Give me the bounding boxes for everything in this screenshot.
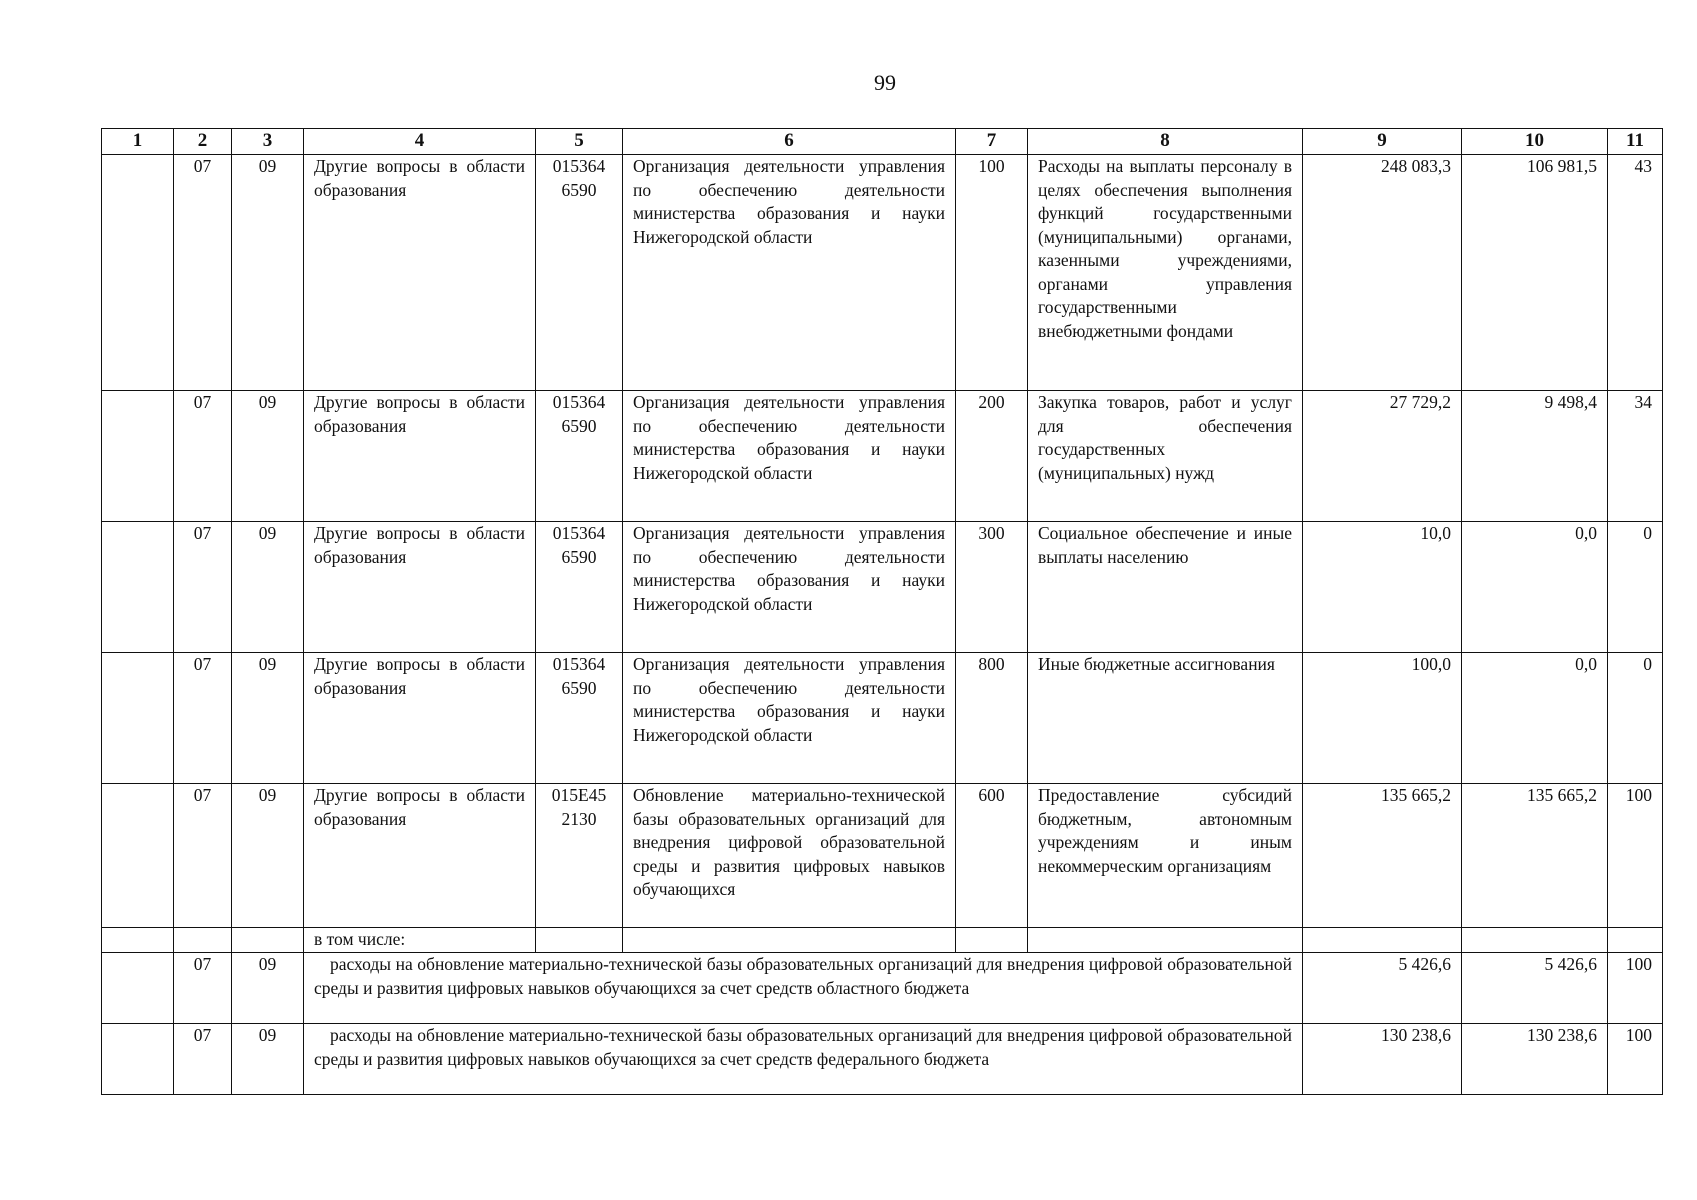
cell-podrazdel: 09 [232, 784, 304, 928]
cell-fact: 130 238,6 [1462, 1024, 1608, 1095]
cell-plan: 130 238,6 [1303, 1024, 1462, 1095]
cell-podrazdel: 09 [232, 1024, 304, 1095]
empty-cell [102, 928, 174, 953]
cell-podrazdel: 09 [232, 391, 304, 522]
empty-cell [536, 928, 623, 953]
cell-percent: 43 [1608, 155, 1663, 391]
page-number: 99 [874, 70, 896, 95]
cell-podrazdel: 09 [232, 522, 304, 653]
header-cell: 9 [1303, 129, 1462, 155]
cell-col1 [102, 653, 174, 784]
header-cell: 5 [536, 129, 623, 155]
cell-name: Другие вопросы в области образования [304, 653, 536, 784]
cell-percent: 34 [1608, 391, 1663, 522]
cell-fact: 106 981,5 [1462, 155, 1608, 391]
cell-vr-name: Социальное обеспечение и иные выплаты населению [1028, 522, 1303, 653]
subtotal-label: в том числе: [304, 928, 536, 953]
cell-razdel: 07 [174, 953, 232, 1024]
header-cell: 8 [1028, 129, 1303, 155]
table-row [102, 784, 1663, 928]
cell-purpose: Организация деятельности управления по обеспечению деятельности министерства образования и науки Нижегородской области [623, 522, 956, 653]
cell-plan: 5 426,6 [1303, 953, 1462, 1024]
empty-cell [174, 928, 232, 953]
cell-percent: 100 [1608, 953, 1663, 1024]
cell-col1 [102, 1024, 174, 1095]
cell-fact: 0,0 [1462, 522, 1608, 653]
empty-cell [1608, 928, 1663, 953]
cell-expense-description: расходы на обновление материально-технической базы образовательных организаций для внедрения цифровой образовательной среды и развития цифровых навыков обучающихся за счет средств федерального бюджета [304, 1024, 1303, 1095]
cell-fact: 135 665,2 [1462, 784, 1608, 928]
cell-razdel: 07 [174, 155, 232, 391]
cell-vr-name: Иные бюджетные ассигнования [1028, 653, 1303, 784]
header-cell: 4 [304, 129, 536, 155]
cell-razdel: 07 [174, 784, 232, 928]
cell-expense-description: расходы на обновление материально-технической базы образовательных организаций для внедрения цифровой образовательной среды и развития цифровых навыков обучающихся за счет средств областного бюджета [304, 953, 1303, 1024]
cell-col1 [102, 155, 174, 391]
cell-percent: 100 [1608, 1024, 1663, 1095]
cell-percent: 100 [1608, 784, 1663, 928]
header-cell: 6 [623, 129, 956, 155]
cell-plan: 100,0 [1303, 653, 1462, 784]
cell-plan: 27 729,2 [1303, 391, 1462, 522]
budget-table [101, 128, 1663, 1095]
cell-vr-name: Расходы на выплаты персоналу в целях обеспечения выполнения функций государственными (муниципальными) органами, казенными учреждениями, органами управления государственными внебюджетными фондами [1028, 155, 1303, 391]
cell-col1 [102, 391, 174, 522]
header-row [102, 129, 1663, 155]
cell-vr-name: Предоставление субсидий бюджетным, автономным учреждениям и иным некоммерческим организациям [1028, 784, 1303, 928]
table-row [102, 155, 1663, 391]
cell-vr-name: Закупка товаров, работ и услуг для обеспечения государственных (муниципальных) нужд [1028, 391, 1303, 522]
cell-plan: 135 665,2 [1303, 784, 1462, 928]
cell-csr: 015364 6590 [536, 155, 623, 391]
cell-vr: 300 [956, 522, 1028, 653]
cell-vr: 100 [956, 155, 1028, 391]
cell-col1 [102, 953, 174, 1024]
empty-cell [956, 928, 1028, 953]
cell-plan: 10,0 [1303, 522, 1462, 653]
cell-fact: 9 498,4 [1462, 391, 1608, 522]
cell-razdel: 07 [174, 1024, 232, 1095]
cell-razdel: 07 [174, 653, 232, 784]
cell-vr: 800 [956, 653, 1028, 784]
cell-col1 [102, 522, 174, 653]
cell-name: Другие вопросы в области образования [304, 522, 536, 653]
cell-csr: 015364 6590 [536, 391, 623, 522]
cell-purpose: Организация деятельности управления по обеспечению деятельности министерства образования и науки Нижегородской области [623, 155, 956, 391]
cell-vr: 600 [956, 784, 1028, 928]
table-row [102, 653, 1663, 784]
empty-cell [1462, 928, 1608, 953]
cell-plan: 248 083,3 [1303, 155, 1462, 391]
empty-cell [623, 928, 956, 953]
cell-percent: 0 [1608, 522, 1663, 653]
table-row [102, 391, 1663, 522]
header-cell: 2 [174, 129, 232, 155]
table-row [102, 1024, 1663, 1095]
cell-razdel: 07 [174, 522, 232, 653]
cell-fact: 5 426,6 [1462, 953, 1608, 1024]
header-cell: 10 [1462, 129, 1608, 155]
cell-name: Другие вопросы в области образования [304, 784, 536, 928]
cell-vr: 200 [956, 391, 1028, 522]
header-cell: 3 [232, 129, 304, 155]
cell-podrazdel: 09 [232, 653, 304, 784]
empty-cell [232, 928, 304, 953]
cell-csr: 015364 6590 [536, 522, 623, 653]
empty-cell [1303, 928, 1462, 953]
cell-csr: 015E45 2130 [536, 784, 623, 928]
cell-fact: 0,0 [1462, 653, 1608, 784]
subtotal-row [102, 928, 1663, 953]
header-cell: 11 [1608, 129, 1663, 155]
empty-cell [1028, 928, 1303, 953]
cell-col1 [102, 784, 174, 928]
header-cell: 7 [956, 129, 1028, 155]
cell-purpose: Обновление материально-технической базы образовательных организаций для внедрения цифровой образовательной среды и развития цифровых навыков обучающихся [623, 784, 956, 928]
cell-csr: 015364 6590 [536, 653, 623, 784]
cell-name: Другие вопросы в области образования [304, 391, 536, 522]
cell-purpose: Организация деятельности управления по обеспечению деятельности министерства образования и науки Нижегородской области [623, 653, 956, 784]
header-cell: 1 [102, 129, 174, 155]
cell-razdel: 07 [174, 391, 232, 522]
table-row [102, 522, 1663, 653]
cell-purpose: Организация деятельности управления по обеспечению деятельности министерства образования и науки Нижегородской области [623, 391, 956, 522]
cell-name: Другие вопросы в области образования [304, 155, 536, 391]
cell-podrazdel: 09 [232, 155, 304, 391]
table-row [102, 953, 1663, 1024]
cell-podrazdel: 09 [232, 953, 304, 1024]
cell-percent: 0 [1608, 653, 1663, 784]
